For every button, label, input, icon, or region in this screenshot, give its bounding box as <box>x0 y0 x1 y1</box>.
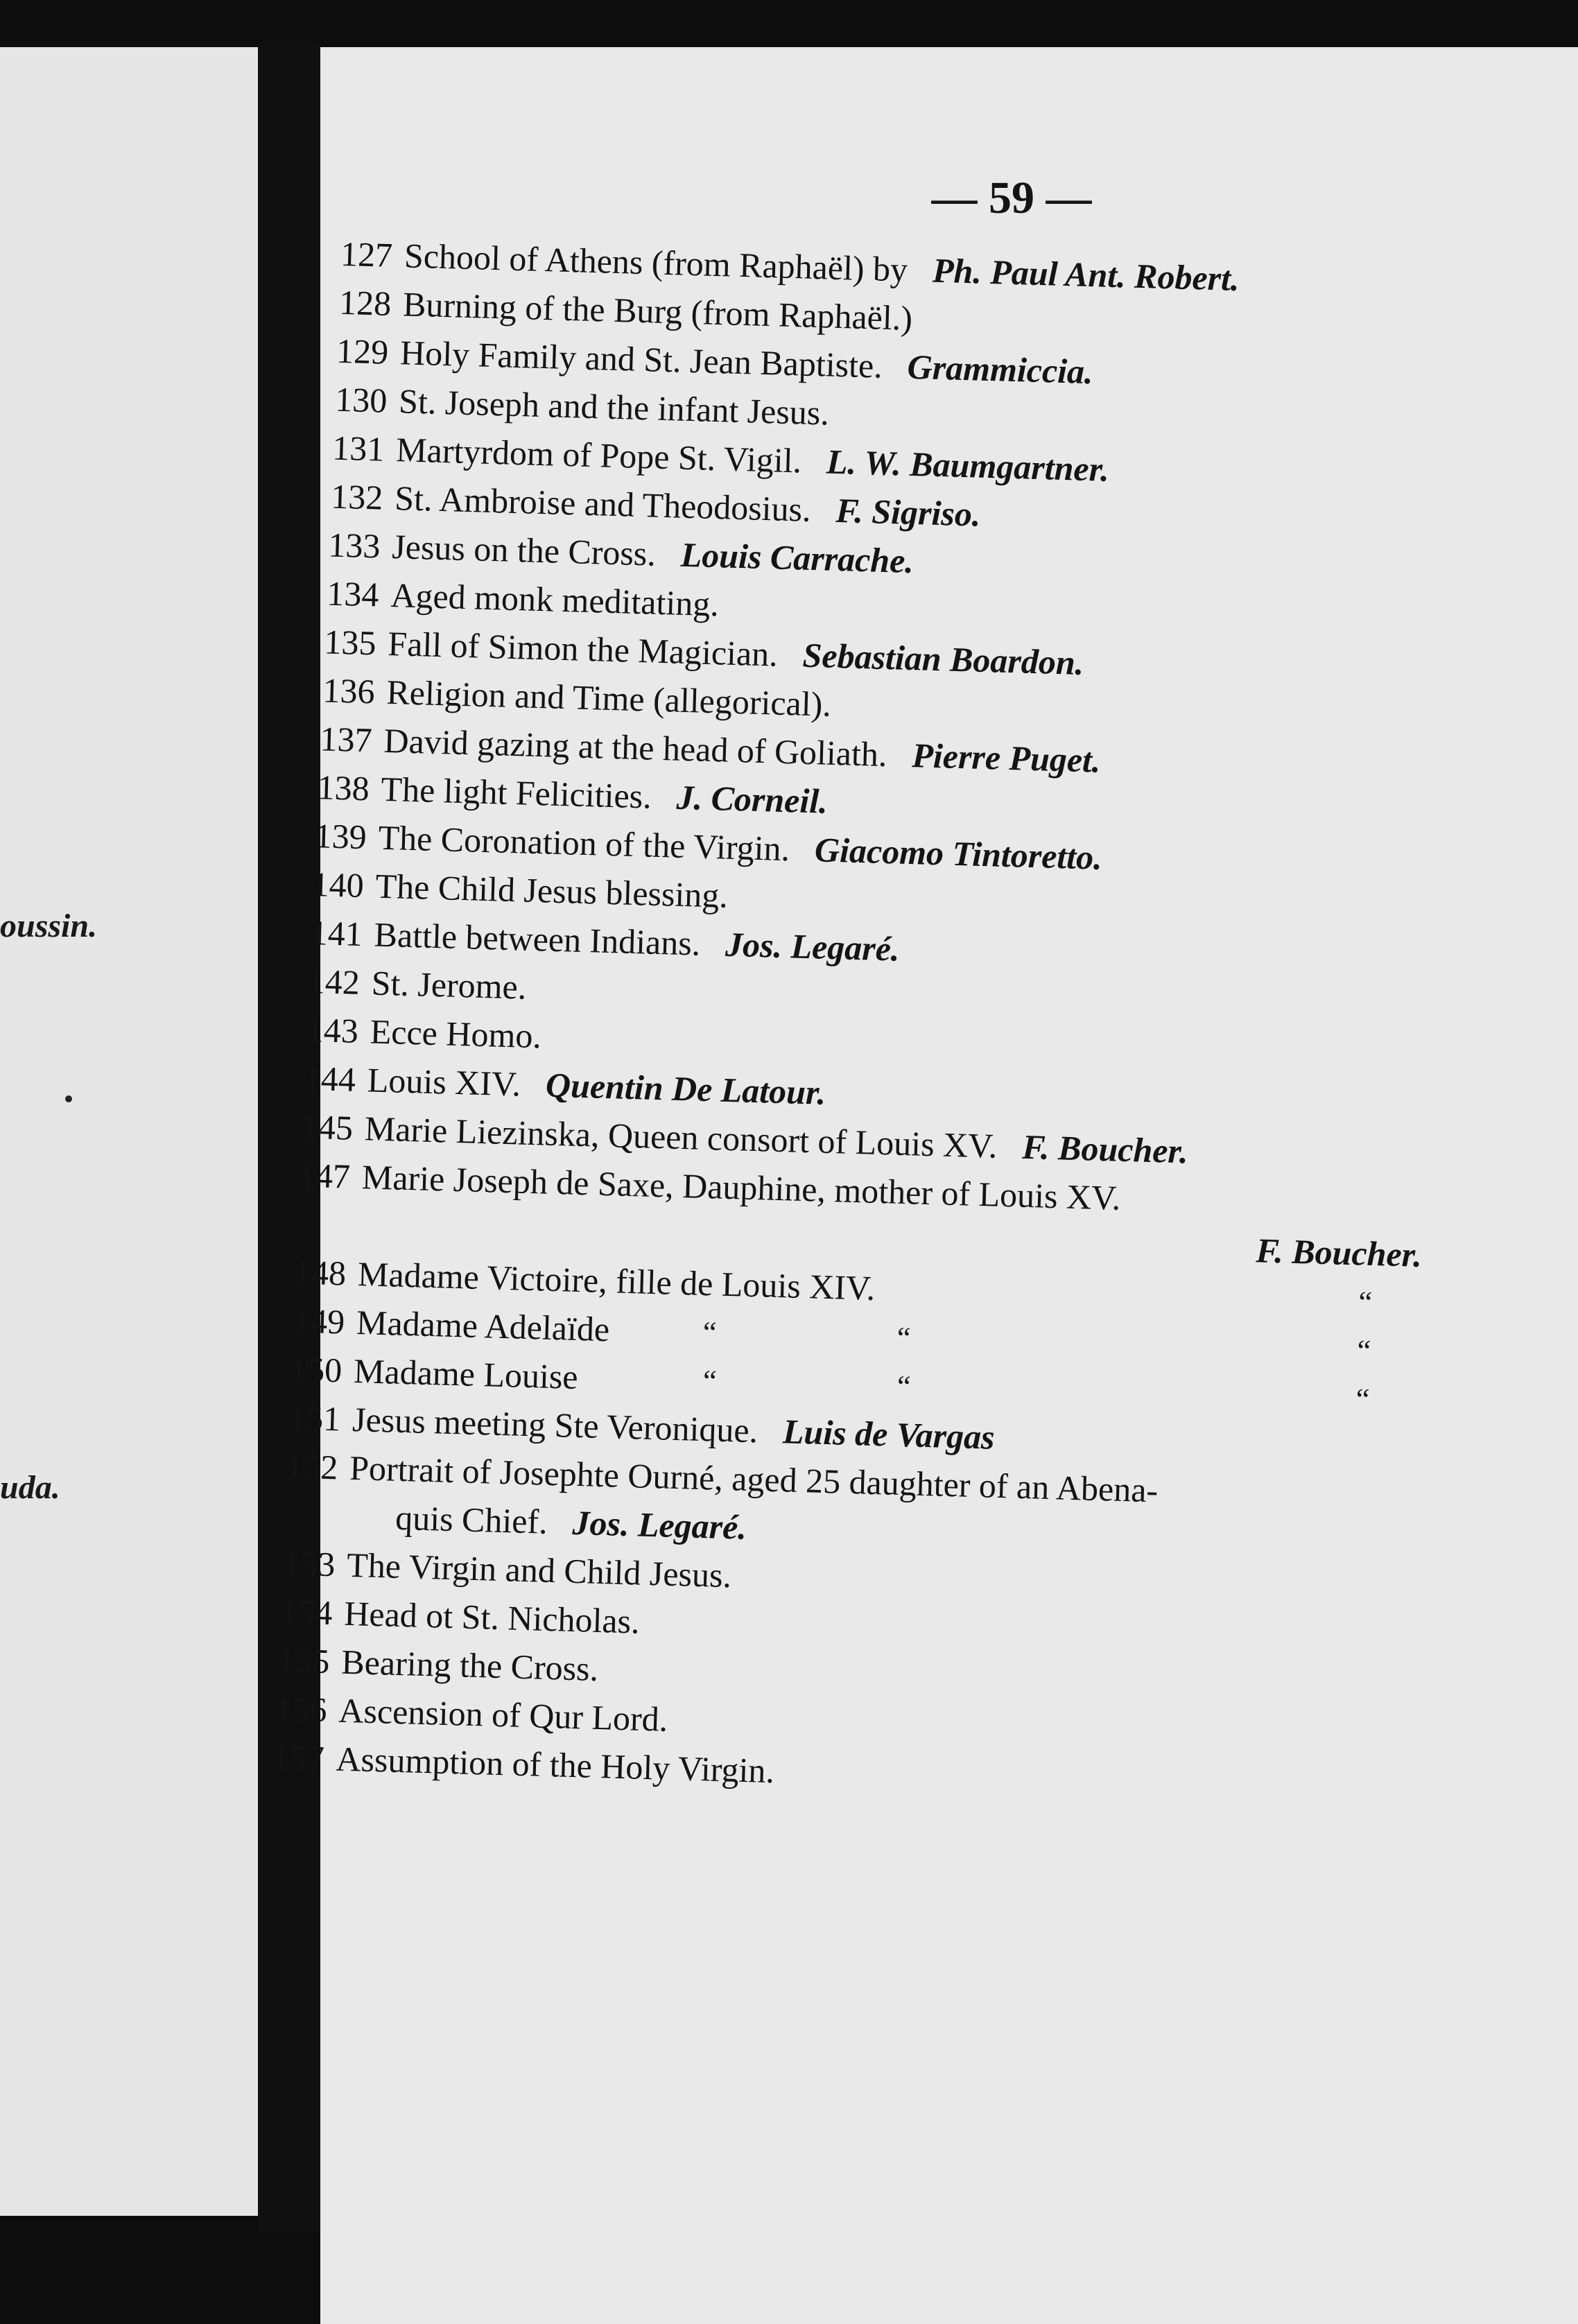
entry-artist: Louis Carrache. <box>680 535 914 581</box>
entry-number: 130 <box>334 379 388 420</box>
entry-artist: F. Sigriso. <box>835 490 982 534</box>
entry-number: 134 <box>326 573 380 614</box>
ditto-mark: “ <box>702 1315 718 1350</box>
entry-artist: Quentin De Latour. <box>545 1065 827 1112</box>
ditto-mark: “ <box>896 1320 912 1355</box>
entry-number: 152 <box>285 1446 339 1487</box>
entry-title: Burning of the Burg (from Raphaël.) <box>402 284 913 338</box>
entry-title-line <box>341 1642 599 1689</box>
entry-title-line <box>356 1302 610 1349</box>
entry-number: 153 <box>282 1543 336 1584</box>
entry-number: 156 <box>274 1689 328 1730</box>
entry-artist: Ph. Paul Ant. Robert. <box>932 250 1240 299</box>
entry-title: David gazing at the head of Goliath. <box>383 720 888 774</box>
entry-artist: Jos. Legaré. <box>571 1502 747 1547</box>
entry-number: 127 <box>340 234 393 275</box>
entry-title: Religion and Time (allegorical). <box>385 672 832 724</box>
entry-title: Ascension of Qur Lord. <box>338 1690 669 1739</box>
entry-title-line <box>370 1011 542 1056</box>
entry-title-line <box>390 575 720 624</box>
entry-number: 128 <box>338 282 392 323</box>
ditto-mark: “ <box>1358 1285 1373 1319</box>
entry-number: 151 <box>288 1398 342 1439</box>
entry-artist: Sebastian Boardon. <box>801 635 1085 682</box>
entry-artist: F. Boucher. <box>1255 1231 1423 1274</box>
entry-number: 138 <box>316 768 370 808</box>
entry-number: 140 <box>311 865 365 905</box>
entry-number: 149 <box>292 1301 345 1342</box>
entry-title: Bearing the Cross. <box>340 1642 599 1688</box>
entry-title-line <box>353 1351 578 1397</box>
entry-number: 157 <box>271 1737 325 1778</box>
ditto-mark: “ <box>1356 1333 1371 1368</box>
ditto-mark: “ <box>896 1369 912 1404</box>
entry-artist: Jos. Legaré. <box>725 924 901 969</box>
entry-number: 142 <box>307 961 361 1002</box>
entry-title: Fall of Simon the Magician. <box>387 623 779 674</box>
entry-number: 154 <box>279 1592 333 1633</box>
entry-number: 131 <box>331 428 385 469</box>
ditto-mark: “ <box>1355 1382 1370 1416</box>
entry-title: Holy Family and St. Jean Baptiste. <box>399 333 883 385</box>
entry-title: School of Athens (from Raphaël) by <box>404 236 908 289</box>
entry-title: Jesus meeting Ste Veronique. <box>352 1399 758 1450</box>
entry-title: St. Joseph and the infant Jesus. <box>398 381 830 433</box>
entry-artist: Luis de Vargas <box>782 1412 996 1457</box>
entry-artist: Giacomo Tintoretto. <box>814 830 1103 877</box>
ink-speck <box>65 1095 72 1102</box>
catalogue-list <box>271 233 1498 1819</box>
page-number: — 59 — <box>931 173 1092 223</box>
entry-number: 148 <box>293 1252 347 1293</box>
entry-title: The Virgin and Child Jesus. <box>346 1545 732 1595</box>
entry-title: The Child Jesus blessing. <box>374 866 729 915</box>
entry-title: Battle between Indians. <box>374 914 702 963</box>
entry-artist: Pierre Puget. <box>911 736 1102 780</box>
entry-number: 136 <box>322 670 376 711</box>
entry-artist: Grammiccia. <box>906 347 1094 392</box>
left-page-fragment: uda. <box>0 1469 60 1506</box>
entry-artist: J. Corneil. <box>675 777 829 821</box>
entry-number: 133 <box>327 525 381 566</box>
right-page <box>271 47 1578 2324</box>
entry-title: St. Jerome. <box>371 963 528 1007</box>
entry-title: Marie Liezinska, Queen consort of Louis XV. <box>364 1109 998 1165</box>
entry-number: 155 <box>277 1640 331 1681</box>
entry-number: 150 <box>289 1349 343 1390</box>
entry-title: Marie Joseph de Saxe, Dauphine, mother of Louis XV. <box>361 1157 1122 1217</box>
entry-number: 137 <box>319 719 373 760</box>
entry-title: Jesus on the Cross. <box>391 527 657 573</box>
entry-title: Aged monk meditating. <box>390 575 720 624</box>
entry-title: Martyrdom of Pope St. Vigil. <box>395 430 802 480</box>
entry-title: The light Felicities. <box>380 769 652 816</box>
entry-title-continued: quis Chief. <box>394 1498 548 1541</box>
entry-number: 141 <box>310 913 363 954</box>
entry-title: Madame Louise <box>353 1351 579 1397</box>
entry-title: Assumption of the Holy Virgin. <box>335 1739 775 1791</box>
entry-title: St. Ambroise and Theodosius. <box>394 478 812 529</box>
entry-title: Head ot St. Nicholas. <box>343 1593 641 1641</box>
entry-number: 143 <box>306 1009 359 1050</box>
entry-number: 139 <box>313 816 367 857</box>
ditto-mark: “ <box>702 1364 718 1398</box>
entry-number: 132 <box>330 476 384 517</box>
entry-title-line <box>371 962 527 1007</box>
entry-artist: F. Boucher. <box>1021 1127 1189 1171</box>
entry-title: Madame Victoire, fille de Louis XIV. <box>357 1254 876 1308</box>
entry-number: 145 <box>300 1107 354 1147</box>
entry-artist: L. W. Baumgartner. <box>826 442 1110 489</box>
entry-title: Ecce Homo. <box>370 1012 542 1056</box>
entry-title: Portrait of Josephte Ourné, aged 25 daughter of an Abena- <box>349 1448 1159 1510</box>
entry-number: 129 <box>336 331 390 372</box>
entry-title-line <box>344 1593 641 1642</box>
entry-title: The Coronation of the Virgin. <box>377 817 790 869</box>
left-page <box>0 47 258 2216</box>
entry-number: 144 <box>303 1058 356 1099</box>
entry-title-line <box>338 1690 668 1740</box>
entry-number: 135 <box>323 622 377 663</box>
entry-number: 147 <box>297 1155 351 1196</box>
entry-title: Madame Adelaïde <box>356 1303 610 1349</box>
entry-title: Louis XIV. <box>367 1060 521 1104</box>
left-page-fragment: oussin. <box>0 908 98 944</box>
